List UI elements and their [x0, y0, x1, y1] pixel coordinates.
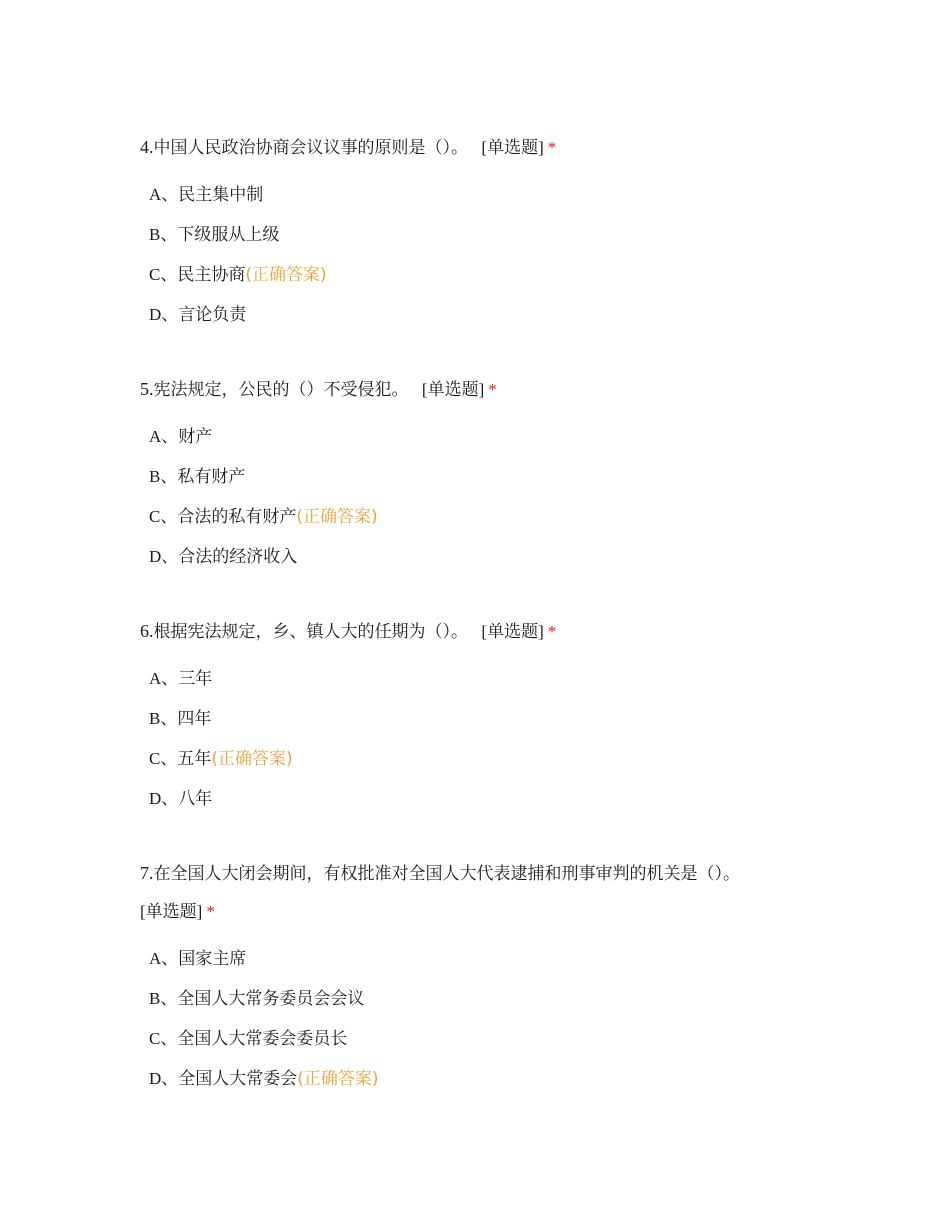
question-type: [单选题] [481, 138, 544, 157]
option-d [149, 779, 820, 819]
question-6 [140, 612, 820, 819]
option-letter: B、 [149, 225, 178, 244]
question-number: 5. [140, 379, 154, 399]
option-c [149, 739, 820, 779]
option-text: 八年 [178, 789, 213, 809]
option-letter: B、 [149, 989, 178, 1008]
question-text: 在全国人大闭会期间，有权批准对全国人大代表逮捕和刑事审判的机关是（）。 [153, 864, 740, 884]
option-list [140, 659, 820, 819]
option-text: 合法的经济收入 [178, 547, 298, 567]
option-text: 合法的私有财产 [177, 507, 297, 527]
required-mark: * [547, 622, 557, 641]
question-5 [140, 370, 820, 577]
question-text: 宪法规定，公民的（）不受侵犯。 [153, 380, 409, 400]
option-letter: C、 [149, 749, 178, 768]
option-d [149, 1059, 810, 1099]
option-list [140, 939, 810, 1099]
question-number: 6. [140, 621, 154, 641]
option-c [149, 1019, 810, 1059]
option-letter: A、 [149, 427, 179, 446]
option-text: 全国人大常委会委员长 [177, 1029, 348, 1049]
option-c [149, 497, 820, 537]
question-title [140, 612, 820, 651]
question-text: 根据宪法规定，乡、镇人大的任期为（）。 [153, 622, 468, 642]
option-text: 民主集中制 [178, 185, 264, 205]
question-type: [单选题] [140, 902, 203, 921]
option-a [149, 175, 820, 215]
option-text: 全国人大常务委员会会议 [177, 989, 365, 1009]
option-text: 财产 [178, 427, 213, 447]
option-d [149, 295, 820, 335]
correct-answer-marker: (正确答案) [245, 265, 327, 285]
option-text: 下级服从上级 [177, 225, 280, 245]
option-letter: A、 [149, 185, 179, 204]
option-letter: C、 [149, 507, 178, 526]
option-letter: D、 [149, 1069, 179, 1088]
correct-answer-marker: (正确答案) [211, 749, 293, 769]
option-text: 国家主席 [178, 949, 247, 969]
option-b [149, 699, 820, 739]
question-title [140, 854, 810, 931]
correct-answer-marker: (正确答案) [297, 1069, 379, 1089]
option-letter: A、 [149, 949, 179, 968]
option-c [149, 255, 820, 295]
option-b [149, 979, 810, 1019]
option-text: 言论负责 [178, 305, 247, 325]
option-a [149, 659, 820, 699]
question-number: 7. [140, 863, 154, 883]
question-title [140, 128, 820, 167]
option-letter: D、 [149, 305, 179, 324]
question-7 [140, 854, 810, 1099]
option-letter: C、 [149, 1029, 178, 1048]
question-type: [单选题] [421, 380, 485, 399]
correct-answer-marker: (正确答案) [296, 507, 378, 527]
question-text: 中国人民政治协商会议议事的原则是（）。 [153, 138, 468, 158]
question-number: 4. [140, 137, 154, 157]
option-letter: B、 [149, 709, 178, 728]
option-list [140, 417, 820, 577]
option-b [149, 215, 820, 255]
option-letter: B、 [149, 467, 178, 486]
option-d [149, 537, 820, 577]
option-b [149, 457, 820, 497]
option-text: 民主协商 [177, 265, 246, 285]
option-a [149, 417, 820, 457]
required-mark: * [488, 380, 497, 399]
option-letter: D、 [149, 547, 179, 566]
question-4 [140, 128, 820, 335]
option-letter: A、 [149, 669, 179, 688]
question-title [140, 370, 820, 409]
option-text: 三年 [178, 669, 213, 689]
question-type: [单选题] [481, 622, 544, 641]
option-text: 四年 [177, 709, 212, 729]
option-a [149, 939, 810, 979]
option-text: 五年 [177, 749, 212, 769]
option-list [140, 175, 820, 335]
required-mark: * [547, 138, 557, 157]
option-text: 私有财产 [177, 467, 246, 487]
required-mark: * [206, 902, 215, 921]
option-text: 全国人大常委会 [178, 1069, 298, 1089]
option-letter: C、 [149, 265, 178, 284]
option-letter: D、 [149, 789, 179, 808]
